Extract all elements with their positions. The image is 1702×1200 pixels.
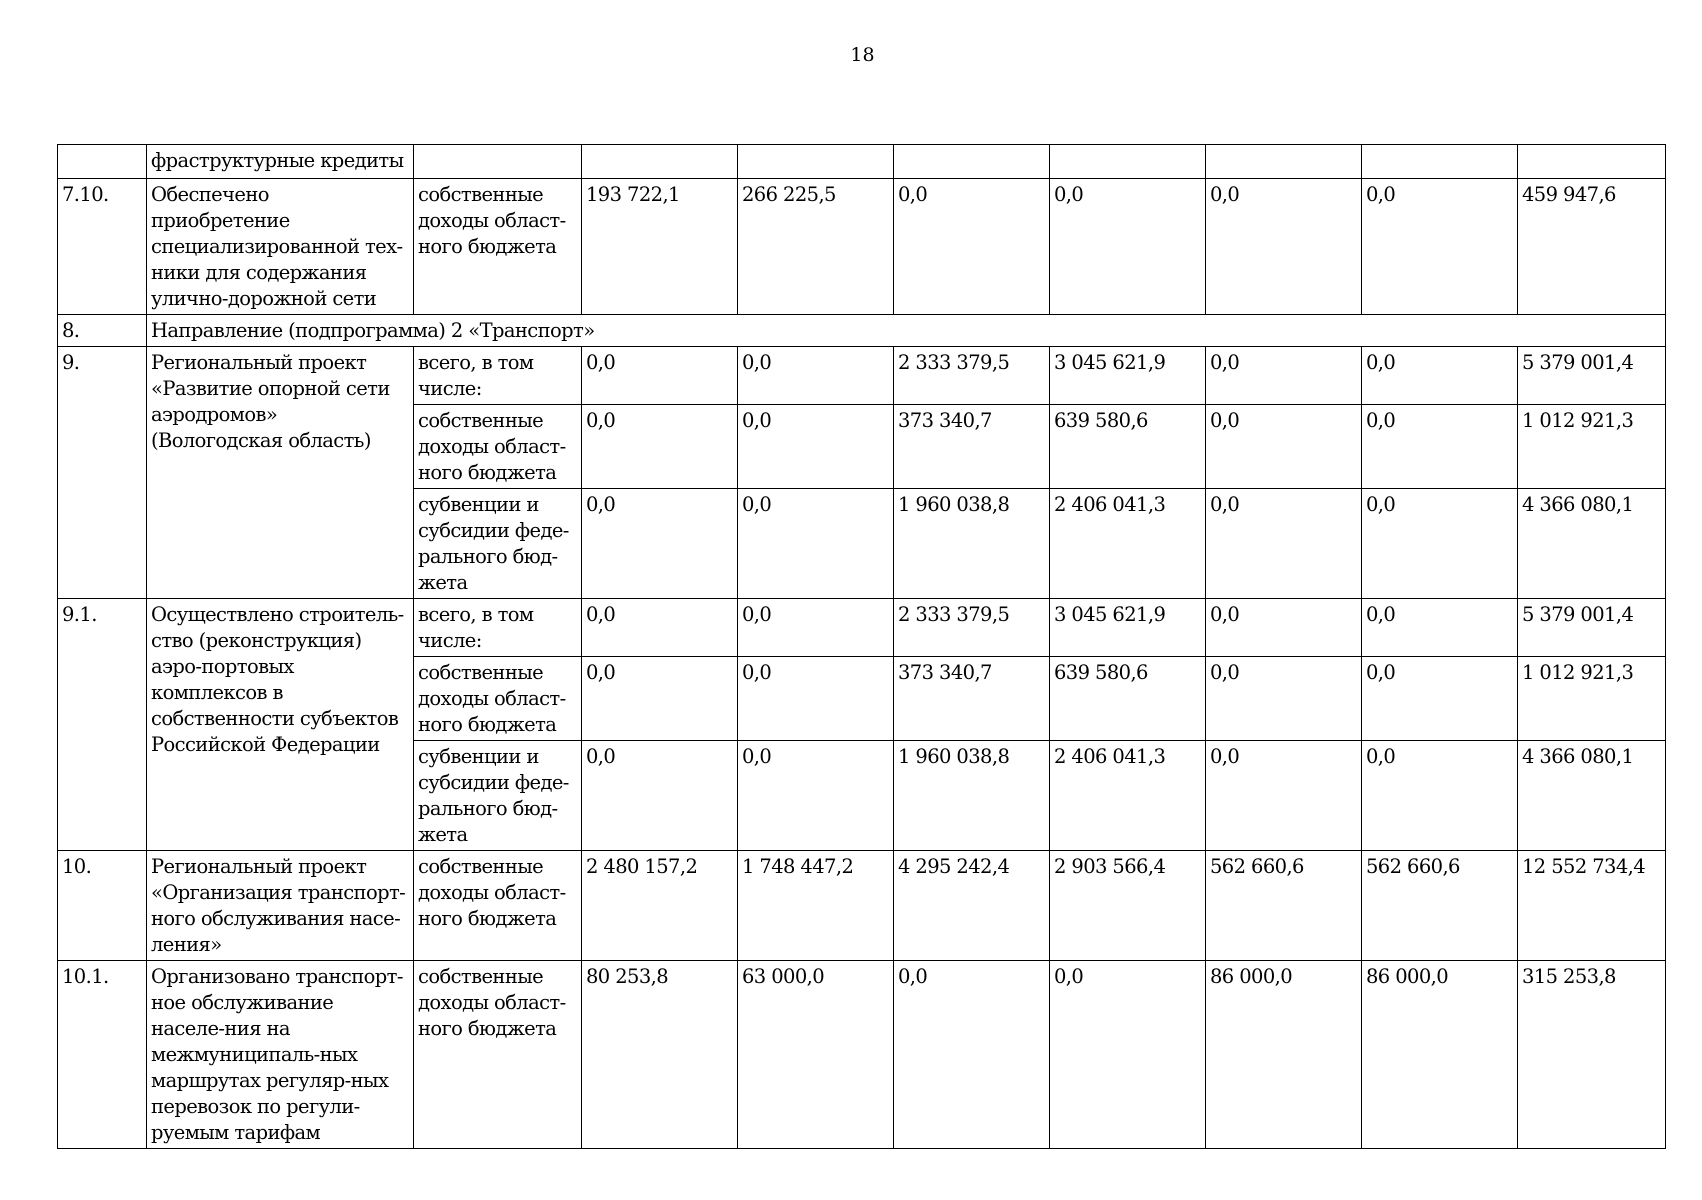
value-cell: 0,0 — [1362, 657, 1518, 741]
value-cell: 0,0 — [1050, 961, 1206, 1149]
row-title: фраструктурные кредиты — [147, 145, 414, 179]
value-cell: 0,0 — [582, 347, 738, 405]
funding-source — [414, 145, 582, 179]
funding-source: собственные доходы област-ного бюджета — [414, 179, 582, 315]
value-cell: 0,0 — [1362, 599, 1518, 657]
value-cell: 373 340,7 — [894, 405, 1050, 489]
value-cell: 639 580,6 — [1050, 405, 1206, 489]
value-cell: 2 406 041,3 — [1050, 741, 1206, 851]
funding-source: собственные доходы област-ного бюджета — [414, 657, 582, 741]
value-cell: 0,0 — [1206, 489, 1362, 599]
row-number: 9.1. — [58, 599, 147, 851]
row-title: Организовано транспорт-ное обслуживание населе-ния на межмуниципаль-ных маршрутах регуляр-ных перевозок по регули-руемым тарифам — [147, 961, 414, 1149]
row-number: 7.10. — [58, 179, 147, 315]
value-cell: 3 045 621,9 — [1050, 599, 1206, 657]
value-cell: 0,0 — [1362, 489, 1518, 599]
value-cell: 0,0 — [1362, 347, 1518, 405]
value-cell: 63 000,0 — [738, 961, 894, 1149]
value-cell: 0,0 — [582, 741, 738, 851]
value-cell: 4 295 242,4 — [894, 851, 1050, 961]
table-row — [58, 315, 1666, 347]
funding-source: собственные доходы област-ного бюджета — [414, 405, 582, 489]
budget-table — [57, 144, 1666, 1149]
row-number: 10.1. — [58, 961, 147, 1149]
table-row — [58, 179, 1666, 315]
value-cell: 0,0 — [738, 405, 894, 489]
value-cell: 0,0 — [738, 657, 894, 741]
value-cell: 0,0 — [738, 489, 894, 599]
value-cell: 639 580,6 — [1050, 657, 1206, 741]
funding-source: субвенции и субсидии феде-рального бюд-жета — [414, 489, 582, 599]
table-row — [58, 599, 1666, 657]
value-cell: 0,0 — [582, 405, 738, 489]
total-cell: 5 379 001,4 — [1518, 599, 1666, 657]
total-cell: 1 012 921,3 — [1518, 657, 1666, 741]
value-cell: 373 340,7 — [894, 657, 1050, 741]
row-number: 10. — [58, 851, 147, 961]
value-cell: 0,0 — [738, 599, 894, 657]
total-cell: 1 012 921,3 — [1518, 405, 1666, 489]
value-cell: 266 225,5 — [738, 179, 894, 315]
value-cell: 2 480 157,2 — [582, 851, 738, 961]
funding-source: всего, в том числе: — [414, 599, 582, 657]
funding-source: собственные доходы област-ного бюджета — [414, 851, 582, 961]
row-title: Региональный проект «Развитие опорной сети аэродромов» (Вологодская область) — [147, 347, 414, 599]
value-cell: 80 253,8 — [582, 961, 738, 1149]
value-cell: 0,0 — [738, 347, 894, 405]
value-cell: 562 660,6 — [1362, 851, 1518, 961]
value-cell: 0,0 — [1362, 741, 1518, 851]
value-cell: 0,0 — [894, 179, 1050, 315]
section-title: Направление (подпрограмма) 2 «Транспорт» — [147, 315, 1666, 347]
value-cell: 2 333 379,5 — [894, 599, 1050, 657]
value-cell: 0,0 — [1206, 741, 1362, 851]
value-cell: 0,0 — [1362, 405, 1518, 489]
table-row — [58, 347, 1666, 405]
funding-source: субвенции и субсидии феде-рального бюд-жета — [414, 741, 582, 851]
row-number — [58, 145, 147, 179]
value-cell: 1 960 038,8 — [894, 489, 1050, 599]
value-cell: 86 000,0 — [1362, 961, 1518, 1149]
total-cell: 12 552 734,4 — [1518, 851, 1666, 961]
value-cell: 0,0 — [1050, 179, 1206, 315]
row-number: 8. — [58, 315, 147, 347]
table-row — [58, 961, 1666, 1149]
value-cell: 1 748 447,2 — [738, 851, 894, 961]
row-number: 9. — [58, 347, 147, 599]
value-cell: 0,0 — [1206, 599, 1362, 657]
value-cell: 0,0 — [1206, 347, 1362, 405]
total-cell: 315 253,8 — [1518, 961, 1666, 1149]
value-cell: 2 333 379,5 — [894, 347, 1050, 405]
value-cell: 2 406 041,3 — [1050, 489, 1206, 599]
table-row — [58, 145, 1666, 179]
row-title: Региональный проект «Организация транспорт-ного обслуживания насе-ления» — [147, 851, 414, 961]
table-row — [58, 851, 1666, 961]
total-cell: 4 366 080,1 — [1518, 741, 1666, 851]
row-title: Осуществлено строитель-ство (реконструкция) аэро-портовых комплексов в собственности субъектов Российской Федерации — [147, 599, 414, 851]
value-cell: 562 660,6 — [1206, 851, 1362, 961]
value-cell: 0,0 — [894, 961, 1050, 1149]
value-cell: 193 722,1 — [582, 179, 738, 315]
value-cell: 1 960 038,8 — [894, 741, 1050, 851]
value-cell: 0,0 — [1206, 657, 1362, 741]
page-number: 18 — [850, 44, 875, 66]
value-cell: 0,0 — [738, 741, 894, 851]
row-title: Обеспечено приобретение специализированной тех-ники для содержания улично-дорожной сети — [147, 179, 414, 315]
value-cell: 0,0 — [1206, 179, 1362, 315]
total-cell: 4 366 080,1 — [1518, 489, 1666, 599]
value-cell: 0,0 — [582, 599, 738, 657]
value-cell: 2 903 566,4 — [1050, 851, 1206, 961]
funding-source: собственные доходы област-ного бюджета — [414, 961, 582, 1149]
value-cell: 86 000,0 — [1206, 961, 1362, 1149]
value-cell: 3 045 621,9 — [1050, 347, 1206, 405]
funding-source: всего, в том числе: — [414, 347, 582, 405]
value-cell: 0,0 — [582, 657, 738, 741]
total-cell: 5 379 001,4 — [1518, 347, 1666, 405]
value-cell: 0,0 — [1362, 179, 1518, 315]
value-cell: 0,0 — [582, 489, 738, 599]
value-cell: 0,0 — [1206, 405, 1362, 489]
total-cell: 459 947,6 — [1518, 179, 1666, 315]
